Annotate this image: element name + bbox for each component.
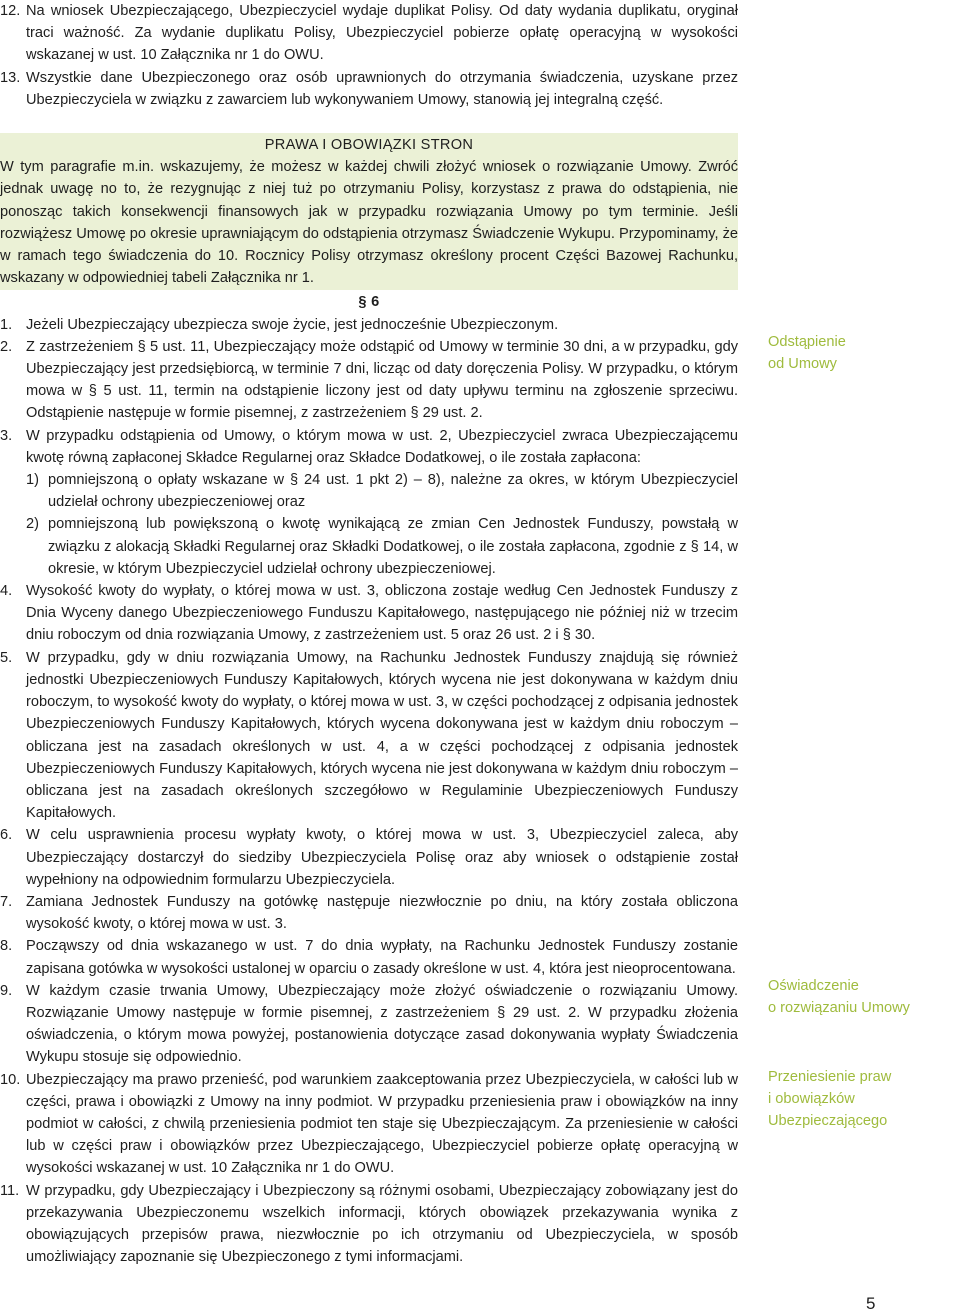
item-text: Zamiana Jednostek Funduszy na gotówkę następuje niezwłocznie po dniu, na który została obliczona wysokość kwoty, o której mowa w ust. 3.	[26, 893, 738, 933]
sub-item-number: 1)	[26, 472, 39, 489]
side-note-termination	[768, 975, 948, 1019]
item-number: 13.	[0, 69, 21, 86]
item-number: 4.	[0, 583, 13, 600]
item-number: 7.	[0, 893, 13, 910]
list-item	[0, 0, 738, 67]
item-number: 2.	[0, 338, 13, 355]
sub-item-text: pomniejszoną o opłaty wskazane w § 24 ust. 1 pkt 2) – 8), należne za okres, w którym Ubezpieczyciel udzielał ochrony ubezpieczeniowej oraz	[48, 472, 738, 511]
list-item	[0, 647, 738, 825]
list-item	[0, 67, 738, 111]
item-text: W każdym czasie trwania Umowy, Ubezpieczający może złożyć oświadczenie o rozwiązaniu Umowy. Rozwiązanie Umowy następuje w formie pisemnej, z zastrzeżeniem § 29 ust. 2. W przypadku złożenia oświadczenia, o którym mowa powyżej, postanowienia dotyczące zasad dokonywania wypłaty Świadczenia Wykupu stosuje się odpowiednio.	[26, 982, 738, 1066]
box-text: W tym paragrafie m.in. wskazujemy, że możesz w każdej chwili złożyć wniosek o rozwiązanie Umowy. Zwróć jednak uwagę no to, że rezygnując z niej tuż po otrzymaniu Polisy, korzystasz z prawa do odstąpienia, nie ponosząc takich konsekwencji finansowych jak w przypadku rozwiązania Umowy po tym terminie. Jeśli rozwiążesz Umowę po okresie uprawniającym do odstąpienia otrzymasz Świadczenie Wykupu. Przypominamy, że w ramach tego świadczenia do 10. Rocznicy Polisy otrzymasz określony procent Części Bazowej Rachunku, wskazany w odpowiedniej tabeli Załącznika nr 1.	[0, 159, 738, 287]
list-item	[0, 336, 738, 425]
item-text: Na wniosek Ubezpieczającego, Ubezpieczyciel wydaje duplikat Polisy. Od daty wydania duplikatu, oryginał traci ważność. Za wydanie duplikatu Polisy, Ubezpieczyciel pobierze opłatę operacyjną w wysokości wskazanej w ust. 10 Załącznika nr 1 do OWU.	[26, 3, 738, 64]
sub-item	[26, 469, 738, 513]
side-note-transfer	[768, 1066, 948, 1133]
item-number: 1.	[0, 316, 13, 333]
item-text: Wysokość kwoty do wypłaty, o której mowa w ust. 3, obliczona zostaje według Cen Jednostek Funduszy z Dnia Wyceny danego Ubezpieczeniowego Funduszu Kapitałowego, następującego nie później niż w trzecim dniu roboczym od dnia rozwiązania Umowy, z zastrzeżeniem ust. 5 oraz 26 ust. 2 i § 30.	[26, 583, 738, 644]
list-item	[0, 314, 738, 336]
item-number: 9.	[0, 982, 13, 999]
list-item	[0, 935, 738, 979]
item-text: Ubezpieczający ma prawo przenieść, pod warunkiem zaakceptowania przez Ubezpieczyciela, w całości lub w części, prawa i obowiązki z Umowy na inny podmiot. W przypadku przeniesienia praw i obowiązków na inny podmiot w całości, z chwilą przeniesienia podmiot ten staje się Ubezpieczającym. Za przeniesienie w całości lub w części praw i obowiązków przez Ubezpieczającego, Ubezpieczyciel pobierze opłatę operacyjną w wysokości wskazanej w ust. 10 Załącznika nr 1 do OWU.	[26, 1071, 738, 1177]
side-note-line: Oświadczenie	[768, 978, 859, 994]
item-number: 5.	[0, 649, 13, 666]
box-heading: PRAWA I OBOWIĄZKI STRON	[264, 137, 474, 154]
page-number: 5	[866, 1294, 876, 1313]
sub-item-number: 2)	[26, 516, 39, 533]
side-note-line: od Umowy	[768, 356, 837, 373]
item-number: 6.	[0, 827, 13, 844]
list-item	[0, 824, 738, 891]
item-number: 3.	[0, 427, 13, 444]
item-number: 10.	[0, 1071, 21, 1088]
item-text: Począwszy od dnia wskazanego w ust. 7 do dnia wypłaty, na Rachunku Jednostek Funduszy zostanie zapisana gotówka w wysokości ustalonej w oparciu o zasady określone w ust. 4, która jest nieoprocentowana.	[26, 938, 738, 977]
item-text: Jeżeli Ubezpieczający ubezpiecza swoje życie, jest jednocześnie Ubezpieczonym.	[26, 316, 559, 333]
item-text: W celu usprawnienia procesu wypłaty kwoty, o której mowa w ust. 3, Ubezpieczyciel zaleca, aby Ubezpieczający dostarczył do siedziby Ubezpieczyciela Polisę oraz aby wniosek o odstąpienie został wypełniony na odpowiednim formularzu Ubezpieczyciela.	[26, 827, 738, 888]
side-note-line: i obowiązków	[768, 1091, 855, 1108]
item-number: 12.	[0, 3, 21, 19]
side-note-withdrawal	[768, 331, 948, 375]
item-text: W przypadku, gdy w dniu rozwiązania Umowy, na Rachunku Jednostek Funduszy znajdują się również jednostki Ubezpieczeniowych Funduszy Kapitałowych, których wycena nie jest dokonywana w każdym dniu roboczym, to wysokość kwoty do wypłaty, o której mowa w ust. 3, w części pochodzącej z odpisania jednostek Ubezpieczeniowych Funduszy Kapitałowych, których wycena dokonywana jest w każdym dniu roboczym – obliczana jest na zasadach określonych w ust. 4, a w części pochodzącej z odpisania jednostek Ubezpieczeniowych Funduszy Kapitałowych, których wycena nie jest dokonywana w każdym dniu roboczym – obliczana jest na zasadach określonych szczegółowo w Regulaminie Ubezpieczeniowych Funduszy Kapitałowych.	[26, 649, 738, 822]
side-note-line: o rozwiązaniu Umowy	[768, 1000, 910, 1017]
side-note-line: Odstąpienie	[768, 334, 846, 350]
item-text: Wszystkie dane Ubezpieczonego oraz osób uprawnionych do otrzymania świadczenia, uzyskane przez Ubezpieczyciela w związku z zawarciem lub wykonywaniem Umowy, stanowią jej integralną część.	[26, 69, 738, 108]
item-text: Z zastrzeżeniem § 5 ust. 11, Ubezpieczający może odstąpić od Umowy w terminie 30 dni, a w przypadku, gdy Ubezpieczający jest przedsiębiorcą, w terminie 7 dni, licząc od daty doręczenia Polisy. W przypadku, o którym mowa w § 5 ust. 11, termin na odstąpienie liczony jest od daty upływu terminu na zgłoszenie sprzeciwu. Odstąpienie następuje w formie pisemnej, z zastrzeżeniem § 29 ust. 2.	[26, 338, 738, 422]
list-item	[0, 980, 738, 1069]
list-item	[0, 1069, 738, 1180]
info-box	[0, 133, 738, 290]
section-heading: § 6	[358, 294, 380, 311]
side-note-line: Przeniesienie praw	[768, 1069, 892, 1085]
list-item	[0, 891, 738, 935]
side-note-line: Ubezpieczającego	[768, 1113, 888, 1130]
item-body	[26, 425, 738, 580]
list-item	[0, 1180, 738, 1269]
sub-item-text: pomniejszoną lub powiększoną o kwotę wynikającą ze zmian Cen Jednostek Funduszy, powstałą w związku z alokacją Składki Regularnej oraz Składki Dodatkowej, o ile została zapłacona, zgodnie z § 14, w okresie, w którym Ubezpieczyciel udzielał ochrony ubezpieczeniowej.	[48, 516, 738, 577]
list-item	[0, 425, 738, 580]
sub-item	[26, 513, 738, 580]
item-number: 11.	[0, 1182, 20, 1199]
item-text: W przypadku, gdy Ubezpieczający i Ubezpieczony są różnymi osobami, Ubezpieczający zobowiązany jest do przekazywania Ubezpieczonemu wszelkich informacji, których obowiązek przekazywania wynika z obowiązujących przepisów prawa, niezwłocznie po ich otrzymaniu od Ubezpieczyciela, w sposób umożliwiający zapoznanie się Ubezpieczonego z tymi informacjami.	[26, 1182, 738, 1266]
list-item	[0, 580, 738, 647]
item-number: 8.	[0, 938, 13, 955]
item-text: W przypadku odstąpienia od Umowy, o którym mowa w ust. 2, Ubezpieczyciel zwraca Ubezpieczającemu kwotę równą zapłaconej Składce Regularnej oraz Składce Dodatkowej, o ile została zapłacona:	[26, 427, 738, 466]
